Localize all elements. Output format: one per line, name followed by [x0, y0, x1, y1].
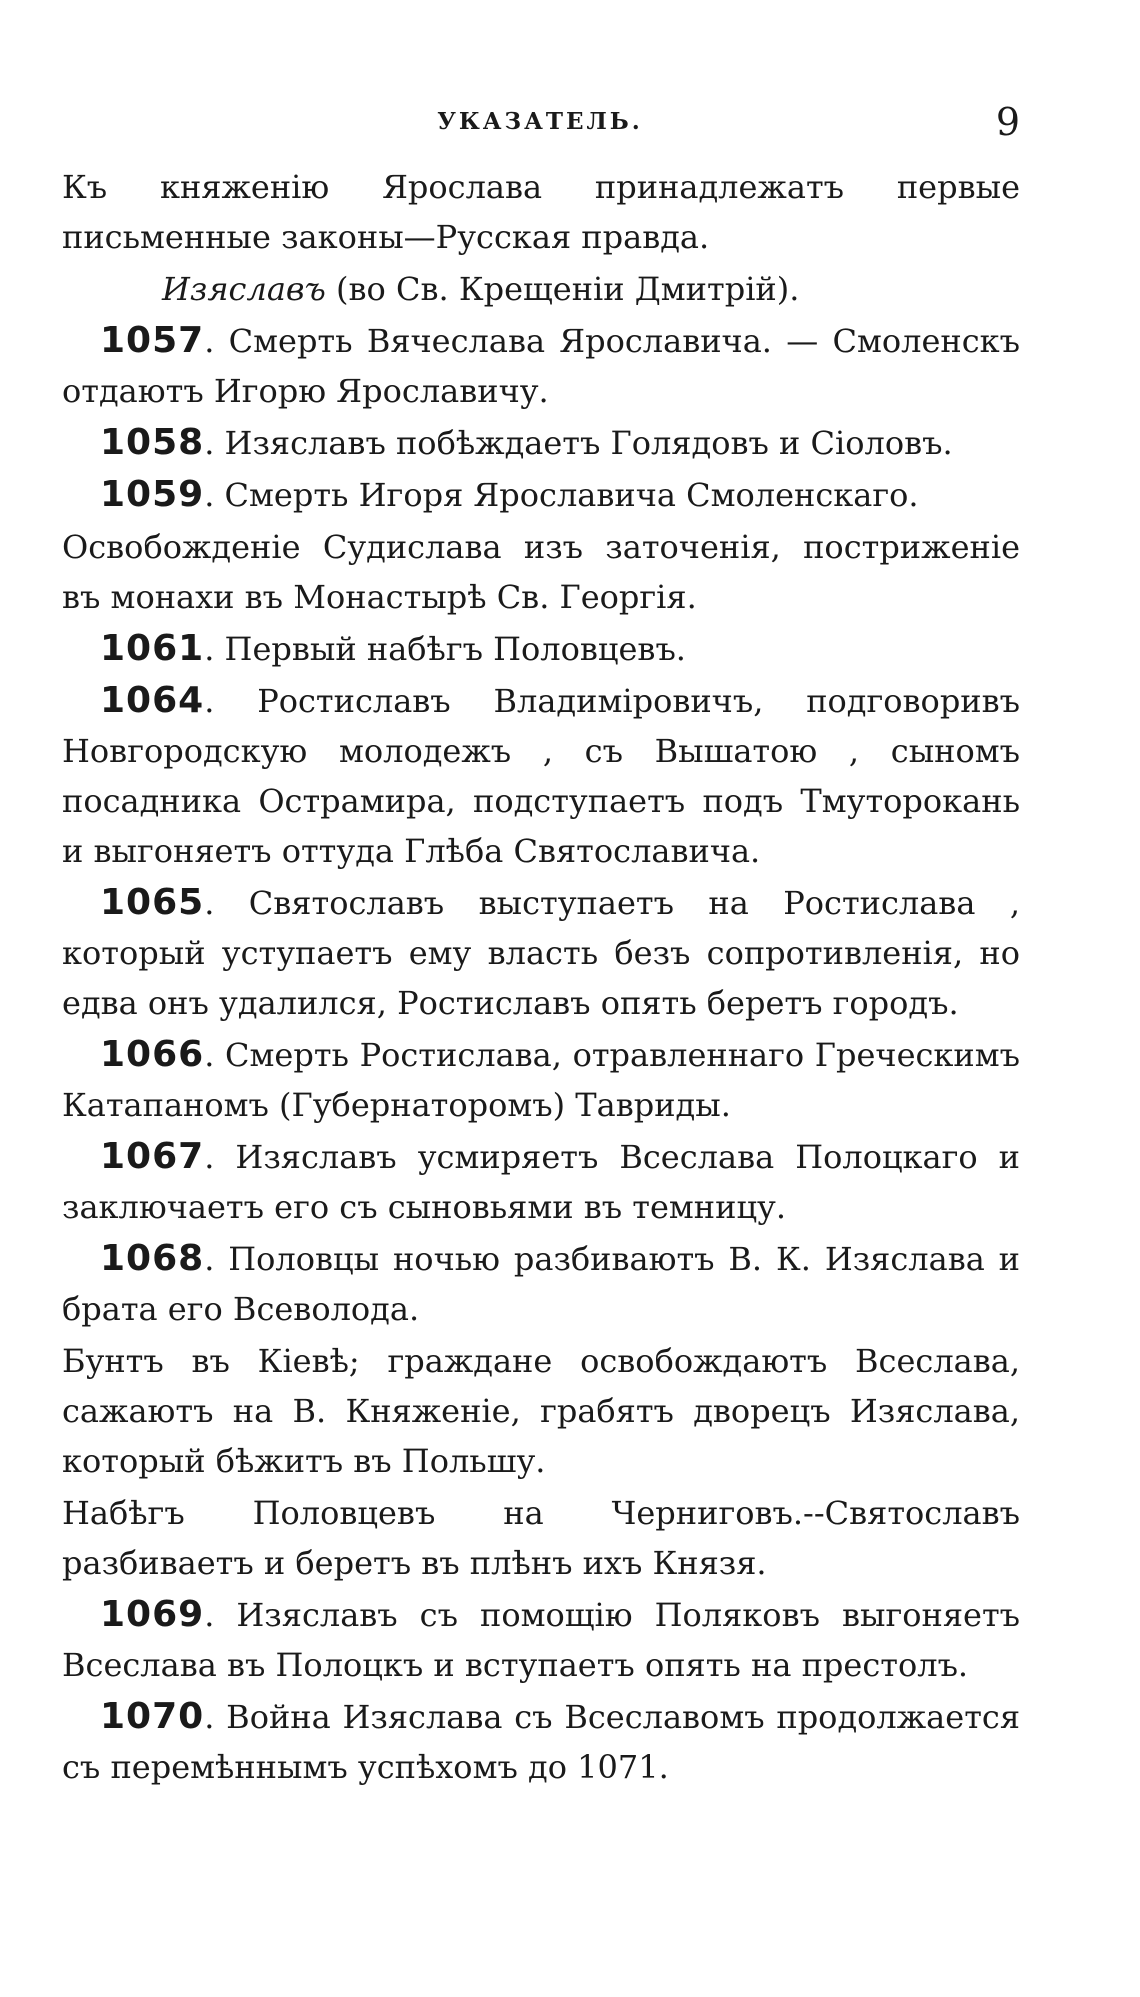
- entry-year: 1069: [100, 1594, 205, 1635]
- entry-text: . Смерть Ростислава, отравленнаго Греческимъ Катапаномъ (Губернаторомъ) Тавриды.: [62, 1036, 1020, 1124]
- paragraph-sudislav: [62, 522, 1020, 622]
- entry-1065: [62, 878, 1020, 1028]
- entry-text: Набѣгъ Половцевъ на Черниговъ.--Святославъ разбиваетъ и беретъ въ плѣнъ ихъ Князя.: [62, 1494, 1020, 1582]
- entry-year: 1068: [100, 1238, 205, 1279]
- entry-1070: [62, 1692, 1020, 1792]
- entry-year: 1061: [100, 628, 205, 669]
- entry-text: . Изяславъ съ помощію Поляковъ выгоняетъ Всеслава въ Полоцкъ и вступаетъ опять на престолъ.: [62, 1596, 1020, 1684]
- entry-text: . Война Изяслава съ Всеславомъ продолжается съ перемѣннымъ успѣхомъ до 1071.: [62, 1698, 1020, 1786]
- entry-year: 1070: [100, 1696, 205, 1737]
- paragraph-yaroslav-laws: [62, 162, 1020, 262]
- entry-text: . Ростиславъ Владиміровичъ, подговоривъ Новгородскую молодежъ , съ Вышатою , сыномъ посадника Острамира, подступаетъ подъ Тмуторокань и выгоняетъ оттуда Глѣба Святославича.: [62, 682, 1020, 870]
- entry-1061: [62, 624, 1020, 674]
- entry-1066: [62, 1030, 1020, 1130]
- entry-text: Бунтъ въ Кіевѣ; граждане освобождаютъ Всеслава, сажаютъ на В. Княженіе, грабятъ дворецъ Изяслава, который бѣжитъ въ Польшу.: [62, 1342, 1020, 1480]
- paragraph-kiev-revolt: [62, 1336, 1020, 1486]
- entry-year: 1064: [100, 680, 205, 721]
- chronology-text: [62, 162, 1020, 1794]
- entry-year: 1066: [100, 1034, 205, 1075]
- entry-text: . Святославъ выступаетъ на Ростислава , который уступаетъ ему власть безъ сопротивленія, но едва онъ удалился, Ростиславъ опять беретъ городъ.: [62, 884, 1020, 1022]
- entry-year: 1067: [100, 1136, 205, 1177]
- entry-year: 1057: [100, 320, 205, 361]
- paragraph-izyaslav-heading: [62, 264, 1020, 314]
- entry-text: . Первый набѣгъ Половцевъ.: [204, 630, 686, 668]
- ruler-name: Изяславъ: [162, 270, 326, 308]
- entry-text: . Изяславъ усмиряетъ Всеслава Полоцкаго и заключаетъ его съ сыновьями въ темницу.: [62, 1138, 1020, 1226]
- entry-text: Къ княженію Ярослава принадлежатъ первые письменные законы—Русская правда.: [62, 168, 1020, 256]
- entry-1068: [62, 1234, 1020, 1334]
- entry-1069: [62, 1590, 1020, 1690]
- entry-text: . Половцы ночью разбиваютъ В. К. Изяслава и брата его Всеволода.: [62, 1240, 1020, 1328]
- entry-1067: [62, 1132, 1020, 1232]
- entry-text: . Смерть Вячеслава Ярославича. — Смоленскъ отдаютъ Игорю Ярославичу.: [62, 322, 1020, 410]
- page-number: 9: [995, 100, 1020, 144]
- entry-1059: [62, 470, 1020, 520]
- entry-year: 1065: [100, 882, 205, 923]
- paragraph-polovtsy-raid: [62, 1488, 1020, 1588]
- page-header: [60, 100, 1020, 150]
- entry-text: Освобожденіе Судислава изъ заточенія, постриженіе въ монахи въ Монастырѣ Св. Георгія.: [62, 528, 1020, 616]
- entry-text: . Изяславъ побѣждаетъ Голядовъ и Сіоловъ.: [204, 424, 953, 462]
- entry-year: 1059: [100, 474, 205, 515]
- entry-text: . Смерть Игоря Ярославича Смоленскаго.: [204, 476, 919, 514]
- running-title: УКАЗАТЕЛЬ.: [437, 108, 643, 135]
- entry-text: (во Св. Крещеніи Дмитрій).: [325, 270, 800, 308]
- entry-1064: [62, 676, 1020, 876]
- entry-1057: [62, 316, 1020, 416]
- entry-year: 1058: [100, 422, 205, 463]
- entry-1058: [62, 418, 1020, 468]
